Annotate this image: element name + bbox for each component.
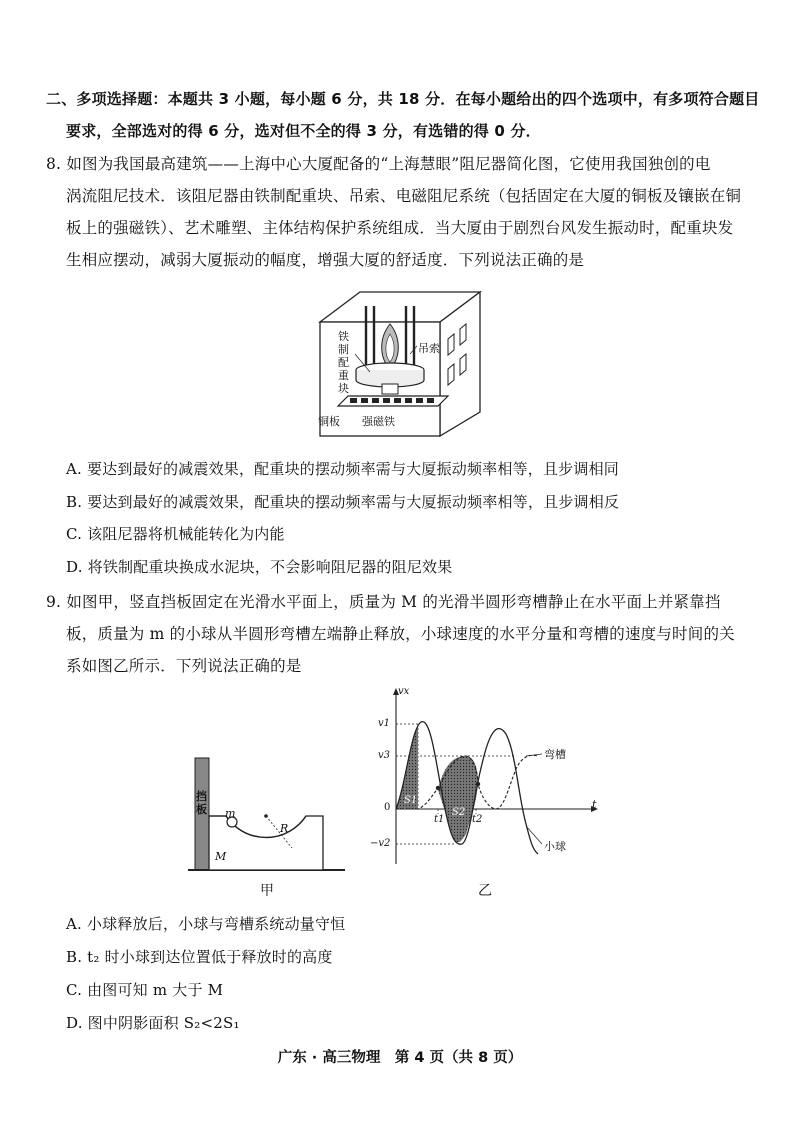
q9-option-c: C. 由图可知 m 大于 M — [66, 981, 224, 999]
legend-ball: 小球 — [544, 840, 566, 853]
caption-yi: 乙 — [478, 883, 492, 899]
page-footer: 广东 · 高三物理 第 4 页（共 8 页） — [277, 1050, 523, 1066]
q9-option-a: A. 小球释放后，小球与弯槽系统动量守恒 — [66, 915, 346, 933]
q8-stem-line3: 板上的强磁铁）、艺术雕塑、主体结构保护系统组成．当大厦由于剧烈台风发生振动时，配重块发 — [66, 219, 734, 237]
axis-x-label: t — [592, 798, 597, 811]
section-heading-line2: 要求，全部选对的得 6 分，选对但不全的得 3 分，有选错的得 0 分． — [66, 122, 541, 140]
q9-option-d: D. 图中阴影面积 S₂<2S₁ — [66, 1014, 240, 1032]
q9-stem-line3: 系如图乙所示．下列说法正确的是 — [66, 657, 302, 675]
q8-option-c: C. 该阻尼器将机械能转化为内能 — [66, 525, 285, 543]
q9-stem-line2: 板，质量为 m 的小球从半圆形弯槽左端静止释放，小球速度的水平分量和弯槽的速度与时间的关 — [66, 625, 735, 643]
label-cable: 吊索 — [418, 342, 440, 355]
axis-y-label: vx — [398, 686, 410, 697]
tick-v1: v1 — [378, 718, 391, 729]
tick-v3: v3 — [378, 750, 391, 761]
q8-option-b: B. 要达到最好的减震效果，配重块的摆动频率需与大厦振动频率相等，且步调相反 — [66, 493, 620, 511]
label-magnet: 强磁铁 — [362, 415, 395, 428]
q8-stem-line4: 生相应摆动，减弱大厦振动的幅度，增强大厦的舒适度．下列说法正确的是 — [66, 251, 585, 269]
label-groove-mass: M — [215, 850, 227, 863]
tick-t1: t1 — [434, 814, 445, 825]
label-iron-weight: 铁制配重块 — [338, 330, 349, 395]
q8-stem-line1: 8. 如图为我国最高建筑——上海中心大厦配备的“上海慧眼”阻尼器简化图，它使用我国独创的电 — [46, 155, 711, 173]
label-radius: R — [280, 822, 289, 835]
section-heading-line1: 二、多项选择题：本题共 3 小题，每小题 6 分，共 18 分．在每小题给出的四个选项中，有多项符合题目 — [46, 90, 760, 108]
tick-neg-v2: −v2 — [370, 838, 391, 849]
label-ball-mass: m — [225, 807, 236, 820]
legend-groove: 弯槽 — [544, 748, 566, 761]
label-board: 挡板 — [196, 790, 207, 816]
q8-stem-line2: 涡流阻尼技术．该阻尼器由铁制配重块、吊索、电磁阻尼系统（包括固定在大厦的铜板及镶嵌在铜 — [66, 187, 742, 205]
q9-figure-yi — [366, 684, 606, 874]
q9-stem-line1: 9. 如图甲，竖直挡板固定在光滑水平面上，质量为 M 的光滑半圆形弯槽静止在水平面上并紧靠挡 — [46, 593, 721, 611]
tick-t2: t2 — [472, 814, 483, 825]
label-copper-plate: 铜板 — [318, 415, 340, 428]
q9-option-b: B. t₂ 时小球到达位置低于释放时的高度 — [66, 948, 333, 966]
q8-option-a: A. 要达到最好的减震效果，配重块的摆动频率需与大厦振动频率相等，且步调相同 — [66, 460, 619, 478]
area-s1-label: S1 — [404, 795, 418, 806]
caption-jia: 甲 — [260, 883, 274, 899]
area-s2-label: S2 — [452, 807, 466, 818]
tick-zero: 0 — [384, 802, 391, 813]
q8-option-d: D. 将铁制配重块换成水泥块，不会影响阻尼器的阻尼效果 — [66, 558, 453, 576]
